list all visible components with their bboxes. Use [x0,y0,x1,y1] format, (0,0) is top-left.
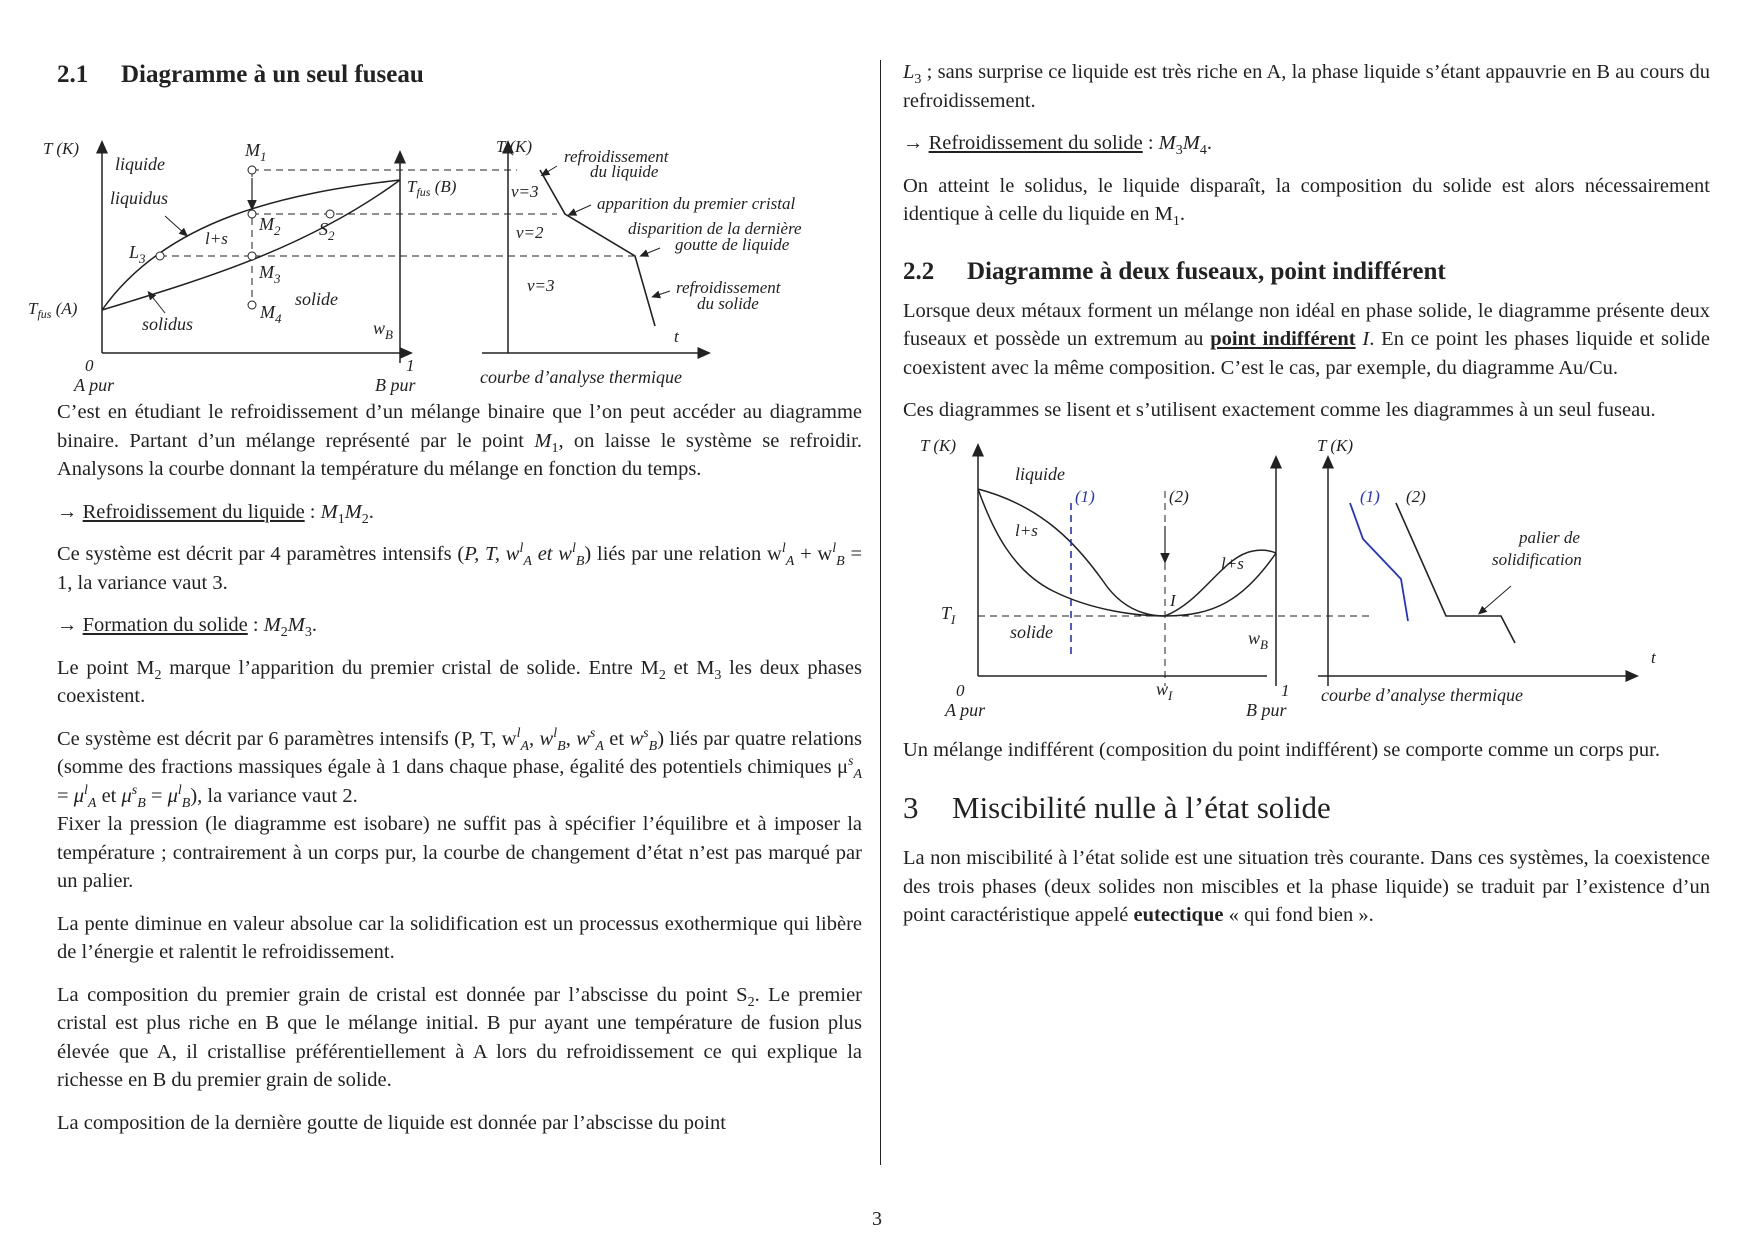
label-b-pur: B pur [375,375,416,395]
solidus-pointer [150,294,165,313]
label-m3: $M_3$ [259,262,281,286]
fig2-label-zero: 0 [956,680,965,700]
label-liquide: liquide [115,154,165,174]
fig2-label-palier-1: palier de [1519,527,1580,547]
label-liquidus: liquidus [110,188,169,208]
fig2-label-solide: solide [1010,621,1053,642]
label-disparition-1: disparition de la dernière [628,219,802,238]
paragraph-lecture: Ces diagrammes se lisent et s’utilisent exactement comme les diagrammes à un seul fuseau. [903,399,1656,421]
label-refroid-solide-1: refroidissement [676,278,781,297]
fig2-label-palier-2: solidification [1492,549,1582,569]
label-disparition-2: goutte de liquide [675,235,790,254]
fig2-right-label-2: (2) [1406,486,1426,506]
left-column [28,58,863,1137]
point-m3 [248,252,256,260]
label-wb: $w_B$ [373,318,393,342]
figure-two-spindles [903,431,1710,726]
fig2-label-2: (2) [1169,486,1189,506]
paragraph-variance-3: Ce système est décrit par 4 paramètres intensifs (P, T, $w^l_A$ et $w^l_B$) liés par une relation $w^l_A + w^l_B = 1$, la variance vaut 3. [57,541,863,594]
fig2-label-wb: $w_B$ [1248,627,1268,652]
paragraph-pente: La pente diminue en valeur absolue car la solidification est un processus exothermique qui libère de l’énergie et ralentit le refroidissement. [57,912,862,963]
fig2-label-a-pur: A pur [945,699,986,720]
pointer-disparition [643,248,660,255]
label-refroid-solide-2: du solide [697,294,759,313]
point-l3 [156,252,164,260]
liquidus-pointer [165,216,185,234]
pointer-refroid-liquide [544,166,557,174]
paragraph-intro: C’est en étudiant le refroidissement d’un mélange binaire que l’on peut accéder au diagramme binaire. Partant d’un mélange représenté par le point $M_1$, on laisse le système se refroidir. Analysons la courbe donnant la température du mélange en fonction du temps. [57,401,862,480]
right-column [903,58,1710,944]
step-formation-solide: → Formation du solide : $M_2M_3$. [57,614,317,641]
figure-single-spindle [28,98,862,395]
label-l3: $L_3$ [129,242,146,266]
paragraph-derniere-goutte: La composition de la dernière goutte de liquide est donnée par l’abscisse du point [57,1111,726,1134]
fig2-label-b-pur: B pur [1246,699,1287,720]
label-tfus-a: $T_{fus}$ (A) [28,299,78,321]
label-a-pur: A pur [74,375,115,395]
pointer-refroid-solide [655,291,670,296]
fig2-label-i: I [1170,590,1176,610]
fig2-cooling-1 [1350,503,1408,621]
label-solidus: solidus [142,314,194,334]
fig2-label-liquide: liquide [1015,463,1065,484]
fig2-cooling-2 [1396,503,1515,643]
right-y-label: T (K) [496,137,533,156]
paragraph-eutectique: La non miscibilité à l’état solide est une situation très courante. Dans ces systèmes, la coexistence des trois phases (deux solides non miscibles et la phase liquide) se traduit par l’existence d’un point caractéristique appelé eutectique « qui fond bien ». [903,847,1710,926]
paragraph-variance-2: Ce système est décrit par 6 paramètres intensifs (P, T, $w^l_A$, $w^l_B$, $w^s_A$ et $w^s_B$) liés par quatre relations (somme des fractions massiques égale à 1 dans chaque phase, égalité des potentiels chimiques $\mu^s_A = \mu^l_A$ et $\mu^s_B = \mu^l_B$), la variance vaut 2. Fixer la pression (le diagramme est isobare) ne suffit pas à spécifier l’équilibre et à imposer la température ; contrairement à un corps pur, la courbe de changement d’état n’est pas marqué par un palier. [57,725,863,892]
label-refroid-liquide-1: refroidissement [564,147,669,166]
point-m4 [248,301,256,309]
label-v3-bottom: v=3 [527,276,555,295]
paragraph-solidus: On atteint le solidus, le liquide disparaît, la composition du solide est alors nécessairement identique à celle du liquide en $M_1$. [903,174,1710,230]
fig2-label-ti: $T_I$ [941,602,956,627]
paragraph-melange-indifferent: Un mélange indifférent (composition du point indifférent) se comporte comme un corps pur. [903,738,1660,761]
section-2-1-heading: 2.1 Diagramme à un seul fuseau [57,61,424,88]
fig2-label-t: t [1651,647,1656,667]
point-m1 [248,166,256,174]
label-solide: solide [295,289,338,309]
label-one: 1 [406,356,415,375]
label-m4: $M_4$ [260,302,282,326]
fig2-label-one: 1 [1281,680,1290,700]
paragraph-point-m2: Le point $M_2$ marque l’apparition du premier cristal de solide. Entre $M_2$ et $M_3$ les deux phases coexistent. [57,656,862,707]
fig2-label-ls-left: l+s [1015,520,1038,540]
fig2-label-ls-right: l+s [1221,553,1244,573]
point-m2 [248,210,256,218]
label-m1: $M_1$ [245,140,267,164]
label-apparition: apparition du premier cristal [597,194,796,213]
fig2-right-label-1: (1) [1360,486,1380,506]
step-refroidissement-solide: → Refroidissement du solide : $M_3M_4$. [903,132,1212,159]
pointer-apparition [571,205,591,214]
paragraph-premier-grain: La composition du premier grain de cristal est donnée par l’abscisse du point $S_2$. Le premier cristal est plus riche en B que le mélange initial. B pur ayant une température de fusion plus élevée que A, il cristallise préférentiellement à A lors du refroidissement ce qui explique la richesse en B du premier grain de solide. [57,983,862,1091]
fig2-label-1: (1) [1075,486,1095,506]
section-3-heading: 3 Miscibilité nulle à l’état solide [903,790,1331,825]
label-refroid-liquide-2: du liquide [590,162,659,181]
page-number: 3 [872,1208,882,1230]
fig2-label-wi: $w_I$ [1156,678,1173,703]
paragraph-point-indifferent: Lorsque deux métaux forment un mélange non idéal en phase solide, le diagramme présente deux fuseaux et possède un extremum au point indifférent I. En ce point les phases liquide et solide coexistent avec la même composition. C’est le cas, par exemple, du diagramme Au/Cu. [903,299,1711,379]
fig2-palier-pointer [1481,586,1511,612]
label-t-axis: t [674,327,679,346]
label-m2: $M_2$ [259,214,281,238]
fig2-label-courbe: courbe d’analyse thermique [1321,684,1523,705]
label-l-plus-s: l+s [205,229,228,248]
column-divider [880,60,881,1165]
label-v3-top: v=3 [511,182,539,201]
label-s2: $S_2$ [319,219,335,243]
label-v2: v=2 [516,223,544,242]
label-tfus-b: $T_{fus}$ (B) [407,177,457,199]
step-refroidissement-liquide: → Refroidissement du liquide : $M_1M_2$. [57,500,374,527]
label-courbe: courbe d’analyse thermique [480,367,682,387]
point-s2 [326,210,334,218]
label-zero: 0 [85,356,94,375]
paragraph-continuation: $L_3$ ; sans surprise ce liquide est très riche en A, la phase liquide s’étant appauvrie en B au cours du refroidissement. [903,61,1710,112]
fig2-y-label: T (K) [920,435,957,455]
fig2-right-y-label: T (K) [1317,435,1354,455]
left-y-label: T (K) [43,139,80,158]
section-2-2-heading: 2.2 Diagramme à deux fuseaux, point indifférent [903,257,1446,285]
